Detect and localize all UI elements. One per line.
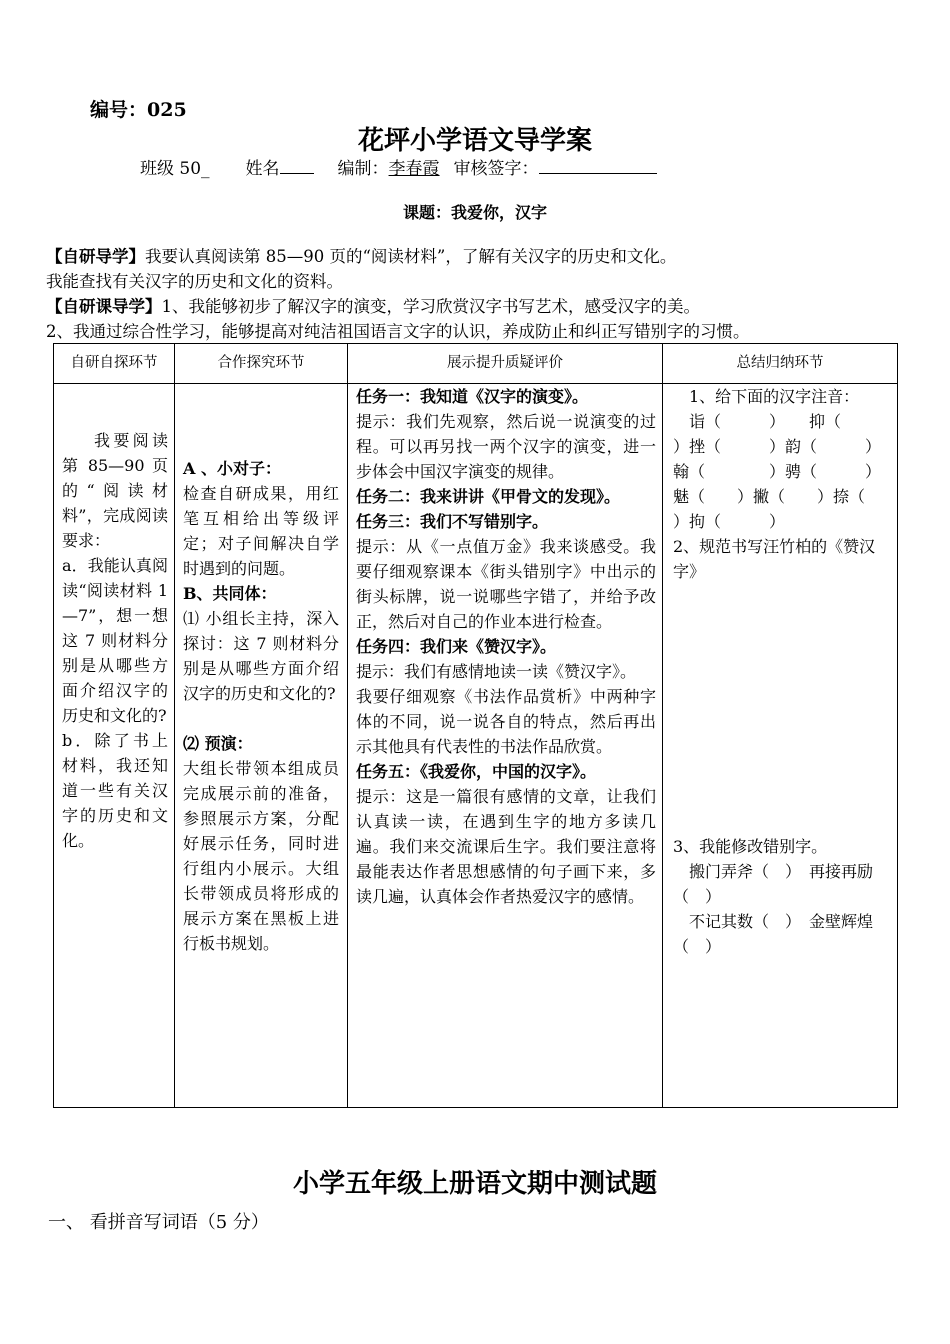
header-self-study: 自研自探环节 (54, 344, 175, 384)
header-cooperation: 合作探究环节 (175, 344, 348, 384)
presentation-cell (348, 384, 663, 1108)
review-label: 审核签字： (453, 159, 539, 179)
name-label: 姓名 (245, 159, 280, 179)
goal-line (46, 294, 906, 319)
task-3-hint: 提示：从《一点值万金》我来谈感受。我要仔细观察课本《街头错别字》中出示的街头标牌，说一说哪些字错了，并给予改正，然后对自己的作业本进行检查。 (356, 537, 656, 631)
task-3-title: 任务三：我们不写错别字。 (356, 512, 549, 531)
self-study-cell (54, 384, 175, 1108)
question-2: 2、规范书写汪竹柏的《赞汉字》 (673, 537, 876, 581)
header-summary: 总结归纳环节 (663, 344, 898, 384)
study-table (53, 343, 898, 1108)
pair-heading: A 、小对子： (183, 459, 281, 478)
header-presentation: 展示提升质疑评价 (348, 344, 663, 384)
goal-text: 1、我能够初步了解汉字的演变，学习欣赏汉字书写艺术，感受汉字的美。 (161, 297, 700, 316)
task-4-more: 我要仔细观察《书法作品赏析》中两种字体的不同，说一说各自的特点，然后再出示其他具有代表性的书法作品欣赏。 (356, 687, 656, 756)
lesson-title: 课题：我爱你，汉字 (402, 203, 547, 222)
task-2-title: 任务二：我来讲讲《甲骨文的发现》。 (356, 487, 621, 506)
goal-label: 【自研课导学】 (46, 297, 162, 316)
task-1-hint: 提示：我们先观察，然后说一说演变的过程。可以再另找一两个汉字的演变，进一步体会中国汉字演变的规律。 (356, 412, 656, 481)
exam-title: 小学五年级上册语文期中测试题 (292, 1169, 657, 1199)
name-blank (280, 157, 314, 174)
signature-blank (539, 157, 657, 174)
guide-line (46, 244, 906, 269)
question-1-line-5: ）拘（ ） (673, 512, 786, 531)
task-5-hint: 提示：这是一篇很有感情的文章，让我们认真读一读，在遇到生字的地方多读几遍。我们来交流课后生字。我们要注意将最能表达作者思想感情的句子画下来，多读几遍，认真体会作者热爱汉字的感情。 (356, 787, 656, 906)
question-1-line-4: 魅（ ）撇（ ）捺（ (673, 487, 866, 506)
question-3: 3、我能修改错别字。 (673, 837, 828, 856)
class-label: 班级 50_ (140, 159, 210, 179)
question-3-line-2: 不记其数（ ） 金壁辉煌（ ） (673, 912, 874, 956)
group-heading: B、共同体： (183, 584, 277, 603)
editor-name: 李春霞 (388, 159, 440, 179)
table-header-row (54, 344, 898, 384)
rehearsal-text: 大组长带领本组成员完成展示前的准备，参照展示方案，分配好展示任务，同时进行组内小展示。大组长带领成员将形成的展示方案在黑板上进行板书规划。 (183, 759, 339, 953)
summary-cell (663, 384, 898, 1108)
guide-line-2: 我能查找有关汉字的历史和文化的资料。 (46, 272, 343, 291)
guide-text: 我要认真阅读第 85—90 页的“阅读材料”，了解有关汉字的历史和文化。 (145, 247, 677, 266)
question-1-line-1: 诣（ ） 抑（ (689, 412, 842, 431)
question-1: 1、给下面的汉字注音： (689, 387, 860, 406)
question-3-line-1: 搬门弄斧（ ） 再接再励（ ） (673, 862, 874, 906)
rehearsal-heading: ⑵ 预演： (183, 734, 253, 753)
cooperation-cell (175, 384, 348, 1108)
goal-line-2: 2、我通过综合性学习，能够提高对纯洁祖国语言文字的认识，养成防止和纠正写错别字的习惯。 (46, 322, 750, 341)
exam-section-1: 一、 看拼音写词语（5 分） (48, 1212, 269, 1233)
self-study-p3: b．除了书上材料，我还知道一些有关汉字的历史和文化。 (62, 731, 168, 850)
editor-label: 编制： (337, 159, 389, 179)
question-1-line-2: ）挫（ ）韵（ ） (673, 437, 882, 456)
page-title: 花坪小学语文导学案 (357, 126, 592, 156)
task-1-title: 任务一：我知道《汉字的演变》。 (356, 387, 589, 406)
self-study-p1: 我要阅读第 85—90 页的“阅读材料”，完成阅读要求： (62, 431, 168, 550)
guide-label: 【自研导学】 (46, 247, 145, 266)
task-5-title: 任务五：《我爱你，中国的汉字》。 (356, 762, 597, 781)
intro-section (46, 244, 906, 344)
group-step-1: ⑴ 小组长主持，深入探讨：这 7 则材料分别是从哪些方面介绍汉字的历史和文化的? (183, 609, 339, 703)
table-body-row (54, 384, 898, 1108)
task-4-title: 任务四：我们来《赞汉字》。 (356, 637, 557, 656)
info-line (140, 154, 657, 179)
serial-number: 编号：025 (90, 99, 187, 121)
self-study-p2: a．我能认真阅读“阅读材料 1—7”，想一想这 7 则材料分别是从哪些方面介绍汉字的历史和文化的? (62, 556, 168, 725)
task-4-hint: 提示：我们有感情地读一读《赞汉字》。 (356, 662, 637, 681)
question-1-line-3: 翰（ ）骋（ ） (673, 462, 882, 481)
pair-text: 检查自研成果，用红笔互相给出等级评定；对子间解决自学时遇到的问题。 (183, 484, 339, 578)
